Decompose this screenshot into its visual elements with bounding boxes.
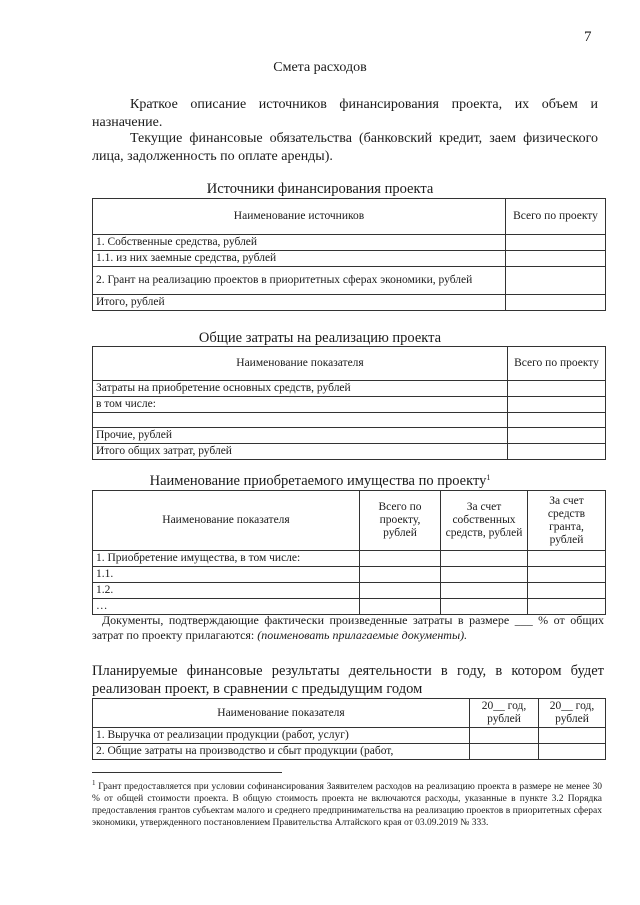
results-table [92,698,606,760]
results-col-year1: 20__ год, рублей [470,699,539,728]
table-row: 1. Приобретение имущества, в том числе: [93,551,606,567]
property-table [92,490,606,615]
paragraph-funding-description: Краткое описание источников финансирования проекта, их объем и назначение. [92,97,598,130]
table-row: Итого, рублей [93,295,606,311]
table-row: Затраты на приобретение основных средств, рублей [93,381,606,397]
costs-heading: Общие затраты на реализацию проекта [198,330,442,346]
sources-heading: Источники финансирования проекта [206,181,434,197]
table-row: 2. Грант на реализацию проектов в приоритетных сферах экономики, рублей [93,267,606,295]
table-row: 1. Собственные средства, рублей [93,235,606,251]
table-row: 1.1. [93,567,606,583]
document-title: Смета расходов [273,60,367,75]
costs-col-total: Всего по проекту [508,347,606,381]
paragraph-financial-obligations: Текущие финансовые обязательства (банковский кредит, заем физического лица, задолженность по оплате аренды). [92,131,598,164]
property-col-grant: За счет средств гранта, рублей [528,491,606,551]
footnote-divider [92,772,282,773]
table-row [93,413,606,428]
table-row: 2. Общие затраты на производство и сбыт продукции (работ, [93,744,606,760]
table-row: в том числе: [93,397,606,413]
table-row: 1.1. из них заемные средства, рублей [93,251,606,267]
page-number: 7 [584,29,592,45]
footnote: $^1$ Грант предоставляется при условии софинансирования Заявителем расходов на реализацию проекта в размере не менее 30 % от общей стоимости проекта. В общую стоимость проекта не включаются расходы, указанные в пункте 3.2 Порядка предоставления грантов субъектам малого и среднего предпринимательства на реализацию проектов в приоритетных сферах экономики, утвержденного постановлением Правительства Алтайского края от 03.09.2019 № 333. [92,779,602,828]
property-col-total: Всего по проекту, рублей [360,491,441,551]
results-col-year2: 20__ год, рублей [539,699,606,728]
property-col-name: Наименование показателя [93,491,360,551]
property-heading: Наименование приобретаемого имущества по проекту$^1$ [149,473,491,489]
footnote-mark: 1 [486,473,491,482]
sources-col-name: Наименование источников [93,199,506,235]
table-row: … [93,599,606,615]
sources-col-total: Всего по проекту [506,199,606,235]
results-col-name: Наименование показателя [93,699,470,728]
costs-col-name: Наименование показателя [93,347,508,381]
sources-table [92,198,606,311]
documents-note: Документы, подтверждающие фактически произведенные затраты в размере ___ % от общих затрат по проекту прилагаются: (поименовать прилагаемые документы). [92,613,604,642]
results-heading: Планируемые финансовые результаты деятельности в году, в котором будет реализован проект, в сравнении с предыдущим годом [92,663,604,697]
costs-table [92,346,606,460]
table-row: 1.2. [93,583,606,599]
table-row: 1. Выручка от реализации продукции (работ, услуг) [93,728,606,744]
property-col-own: За счет собственных средств, рублей [441,491,528,551]
table-row: Итого общих затрат, рублей [93,444,606,460]
table-row: Прочие, рублей [93,428,606,444]
